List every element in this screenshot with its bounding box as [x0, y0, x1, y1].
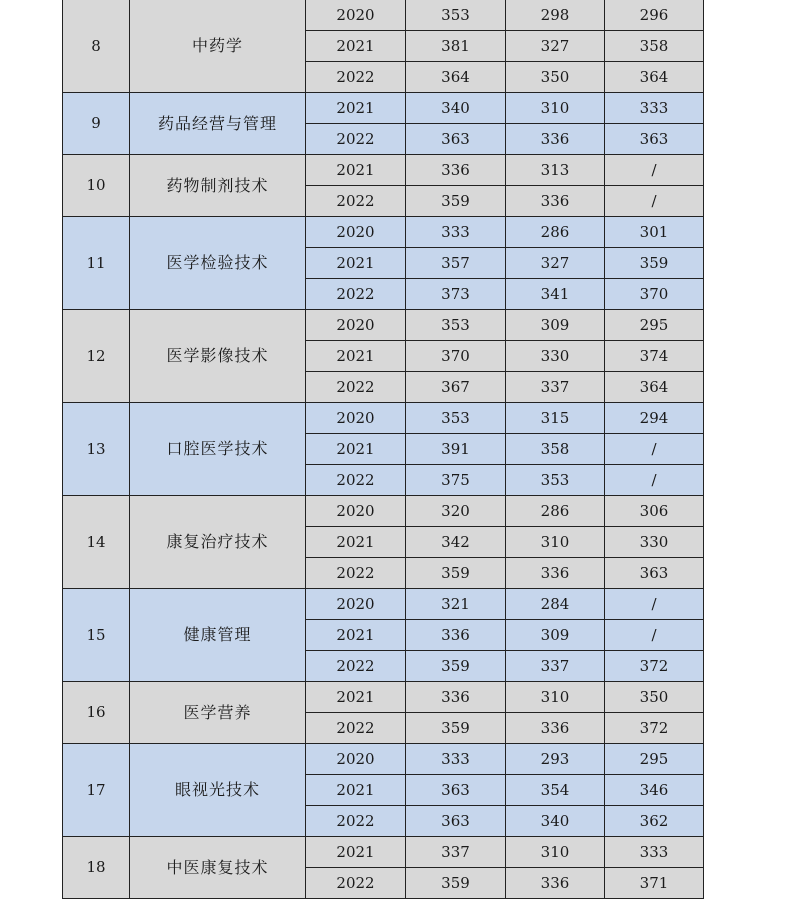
program-index: 13: [63, 403, 130, 496]
year-cell: 2022: [306, 713, 406, 744]
score-cell-2: 354: [506, 775, 605, 806]
score-cell-1: 367: [406, 372, 506, 403]
score-cell-2: 336: [506, 868, 605, 899]
score-cell-1: 359: [406, 558, 506, 589]
score-cell-1: 363: [406, 806, 506, 837]
score-cell-2: 330: [506, 341, 605, 372]
year-cell: 2021: [306, 93, 406, 124]
program-index: 15: [63, 589, 130, 682]
table-row: [63, 0, 704, 31]
year-cell: 2020: [306, 0, 406, 31]
score-cell-1: 340: [406, 93, 506, 124]
year-cell: 2022: [306, 558, 406, 589]
score-cell-3: 295: [605, 310, 704, 341]
score-cell-2: 327: [506, 248, 605, 279]
score-cell-1: 353: [406, 310, 506, 341]
year-cell: 2022: [306, 465, 406, 496]
year-cell: 2022: [306, 62, 406, 93]
score-cell-3: /: [605, 186, 704, 217]
program-name: 康复治疗技术: [130, 496, 306, 589]
score-cell-2: 293: [506, 744, 605, 775]
score-cell-3: 372: [605, 651, 704, 682]
year-cell: 2020: [306, 496, 406, 527]
score-cell-2: 298: [506, 0, 605, 31]
score-cell-1: 353: [406, 0, 506, 31]
year-cell: 2021: [306, 341, 406, 372]
year-cell: 2021: [306, 155, 406, 186]
program-index: 10: [63, 155, 130, 217]
score-cell-3: 333: [605, 93, 704, 124]
year-cell: 2021: [306, 837, 406, 868]
score-cell-3: 362: [605, 806, 704, 837]
score-cell-3: /: [605, 434, 704, 465]
program-name: 健康管理: [130, 589, 306, 682]
score-cell-1: 337: [406, 837, 506, 868]
year-cell: 2021: [306, 31, 406, 62]
score-cell-2: 284: [506, 589, 605, 620]
score-cell-2: 341: [506, 279, 605, 310]
score-cell-2: 358: [506, 434, 605, 465]
year-cell: 2022: [306, 651, 406, 682]
year-cell: 2020: [306, 744, 406, 775]
program-name: 药品经营与管理: [130, 93, 306, 155]
program-index: 14: [63, 496, 130, 589]
year-cell: 2020: [306, 403, 406, 434]
score-cell-3: 364: [605, 62, 704, 93]
score-cell-2: 350: [506, 62, 605, 93]
score-cell-3: 374: [605, 341, 704, 372]
table-row: [63, 93, 704, 124]
score-cell-1: 359: [406, 868, 506, 899]
program-index: 11: [63, 217, 130, 310]
year-cell: 2022: [306, 372, 406, 403]
table-row: [63, 744, 704, 775]
program-index: 17: [63, 744, 130, 837]
program-name: 眼视光技术: [130, 744, 306, 837]
score-cell-3: 370: [605, 279, 704, 310]
score-cell-3: 363: [605, 124, 704, 155]
program-index: 8: [63, 0, 130, 93]
score-cell-1: 321: [406, 589, 506, 620]
score-cell-1: 363: [406, 775, 506, 806]
score-cell-2: 336: [506, 186, 605, 217]
score-cell-3: 296: [605, 0, 704, 31]
score-cell-3: /: [605, 589, 704, 620]
score-cell-1: 370: [406, 341, 506, 372]
program-name: 口腔医学技术: [130, 403, 306, 496]
program-index: 12: [63, 310, 130, 403]
score-cell-2: 340: [506, 806, 605, 837]
score-cell-1: 336: [406, 620, 506, 651]
program-name: 中医康复技术: [130, 837, 306, 899]
score-cell-3: 333: [605, 837, 704, 868]
year-cell: 2020: [306, 217, 406, 248]
year-cell: 2021: [306, 527, 406, 558]
table-row: [63, 403, 704, 434]
score-cell-3: 306: [605, 496, 704, 527]
table-row: [63, 496, 704, 527]
year-cell: 2022: [306, 868, 406, 899]
score-cell-3: 359: [605, 248, 704, 279]
score-cell-1: 353: [406, 403, 506, 434]
score-cell-2: 309: [506, 620, 605, 651]
score-cell-1: 391: [406, 434, 506, 465]
score-cell-1: 357: [406, 248, 506, 279]
program-name: 医学营养: [130, 682, 306, 744]
score-cell-3: 301: [605, 217, 704, 248]
year-cell: 2020: [306, 310, 406, 341]
score-cell-3: 346: [605, 775, 704, 806]
score-cell-1: 320: [406, 496, 506, 527]
score-cell-1: 359: [406, 651, 506, 682]
score-cell-2: 337: [506, 372, 605, 403]
score-cell-2: 313: [506, 155, 605, 186]
score-cell-2: 310: [506, 837, 605, 868]
score-cell-3: 358: [605, 31, 704, 62]
score-cell-3: /: [605, 465, 704, 496]
score-cell-2: 310: [506, 682, 605, 713]
score-cell-1: 336: [406, 682, 506, 713]
table-row: [63, 589, 704, 620]
year-cell: 2021: [306, 248, 406, 279]
score-cell-3: /: [605, 620, 704, 651]
score-cell-3: 371: [605, 868, 704, 899]
score-table-body: [63, 0, 704, 899]
table-row: [63, 217, 704, 248]
score-cell-3: 294: [605, 403, 704, 434]
score-cell-2: 337: [506, 651, 605, 682]
year-cell: 2021: [306, 434, 406, 465]
score-cell-3: 330: [605, 527, 704, 558]
score-cell-3: 372: [605, 713, 704, 744]
year-cell: 2021: [306, 682, 406, 713]
table-row: [63, 682, 704, 713]
score-cell-2: 336: [506, 713, 605, 744]
score-table: [62, 0, 704, 899]
score-cell-3: 295: [605, 744, 704, 775]
score-cell-1: 359: [406, 186, 506, 217]
score-cell-3: 363: [605, 558, 704, 589]
score-cell-2: 309: [506, 310, 605, 341]
program-name: 医学影像技术: [130, 310, 306, 403]
score-cell-2: 353: [506, 465, 605, 496]
score-cell-1: 359: [406, 713, 506, 744]
table-row: [63, 837, 704, 868]
score-cell-2: 286: [506, 496, 605, 527]
program-name: 药物制剂技术: [130, 155, 306, 217]
table-row: [63, 310, 704, 341]
year-cell: 2020: [306, 589, 406, 620]
score-cell-1: 363: [406, 124, 506, 155]
program-name: 中药学: [130, 0, 306, 93]
score-cell-2: 315: [506, 403, 605, 434]
score-cell-1: 373: [406, 279, 506, 310]
score-cell-2: 310: [506, 93, 605, 124]
year-cell: 2022: [306, 279, 406, 310]
score-cell-1: 342: [406, 527, 506, 558]
score-cell-2: 336: [506, 558, 605, 589]
score-cell-1: 381: [406, 31, 506, 62]
score-cell-3: 364: [605, 372, 704, 403]
score-cell-3: /: [605, 155, 704, 186]
score-cell-1: 333: [406, 744, 506, 775]
score-cell-1: 375: [406, 465, 506, 496]
score-cell-1: 336: [406, 155, 506, 186]
score-cell-2: 286: [506, 217, 605, 248]
score-cell-1: 333: [406, 217, 506, 248]
score-cell-1: 364: [406, 62, 506, 93]
program-name: 医学检验技术: [130, 217, 306, 310]
score-cell-2: 310: [506, 527, 605, 558]
year-cell: 2022: [306, 806, 406, 837]
year-cell: 2022: [306, 124, 406, 155]
score-cell-2: 327: [506, 31, 605, 62]
program-index: 18: [63, 837, 130, 899]
score-cell-3: 350: [605, 682, 704, 713]
score-cell-2: 336: [506, 124, 605, 155]
year-cell: 2021: [306, 620, 406, 651]
program-index: 16: [63, 682, 130, 744]
year-cell: 2022: [306, 186, 406, 217]
program-index: 9: [63, 93, 130, 155]
year-cell: 2021: [306, 775, 406, 806]
table-row: [63, 155, 704, 186]
